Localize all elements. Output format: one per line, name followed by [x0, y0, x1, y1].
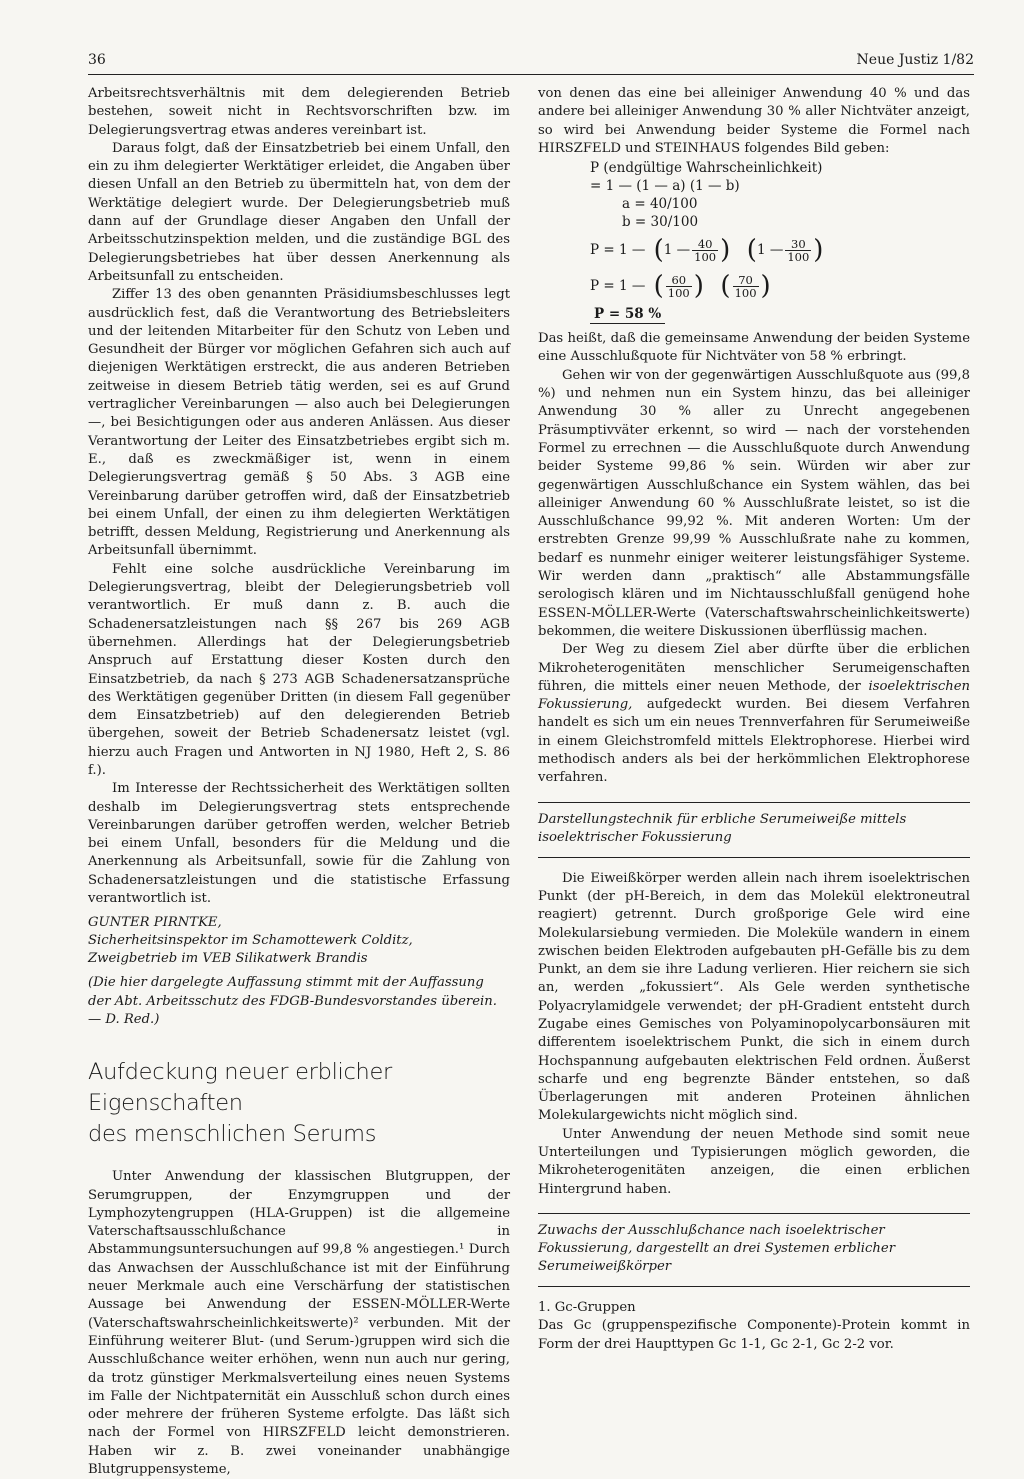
author-block — [88, 914, 510, 968]
article-title-line-1: Aufdeckung neuer erblicher Eigenschaften — [88, 1059, 392, 1117]
text-run: aufgedeckt wurden. Bei diesem Verfahren handelt es sich um ein neues Trennverfahren für Serumeiweiße in einem Gleichstromfeld mittels Elektrophorese. Hierbei wird methodisch anders als bei der herkömmlichen Elektrophorese verfahren. — [538, 697, 970, 786]
section-heading-2: Zuwachs der Ausschlußchance nach isoelektrischer Fokussierung, dargestellt an drei Systemen erblicher Serumeiweißkörper — [538, 1213, 970, 1287]
fraction-denominator: 100 — [734, 285, 757, 300]
fraction — [785, 238, 811, 263]
editor-note: (Die hier dargelegte Auffassung stimmt mit der Auffassung der Abt. Arbeitsschutz des FDGB-Bundesvorstandes überein. — D. Red.) — [88, 975, 497, 1027]
formula-line: b = 30/100 — [622, 214, 699, 231]
text-run: Der Weg zu diesem Ziel aber dürfte über die erblichen Mikroheterogenitäten menschlicher Serumeigenschaften führen, die mittels einer neuen Methode, der — [538, 642, 970, 694]
left-column — [88, 85, 510, 1479]
formula-step-1 — [590, 232, 970, 268]
close-paren: ) ( — [693, 271, 731, 302]
article-title — [88, 1057, 510, 1150]
author-name: GUNTER PIRNTKE, — [88, 915, 222, 931]
formula-result-row — [590, 306, 970, 324]
open-paren: ( — [645, 235, 664, 266]
right-column — [538, 85, 970, 1354]
open-paren: ( — [645, 271, 664, 302]
paragraph: Das Gc (gruppenspezifische Componente)-Protein kommt in Form der drei Haupttypen Gc 1-1, Gc 2-1, Gc 2-2 vor. — [538, 1318, 970, 1352]
page-header — [88, 52, 974, 72]
header-rule — [88, 74, 974, 75]
formula-line: = 1 — (1 — a) (1 — b) — [590, 178, 740, 195]
formula-one-minus: 1 — — [756, 241, 784, 258]
formula-result: P = 58 % — [590, 306, 665, 324]
close-paren: ) — [760, 271, 771, 302]
fraction-denominator: 100 — [787, 249, 810, 264]
article-intro-paragraph: Unter Anwendung der klassischen Blutgruppen, der Serumgruppen, der Enzymgruppen und der Lymphozytengruppen (HLA-Gruppen) ist die allgemeine Vaterschaftsausschlußchance in Abstammungsuntersuchungen auf 99,8 % angestiegen.¹ Durch das Anwachsen der Ausschlußchance ist mit der Einführung neuer Merkmale auch eine Verschärfung der statistischen Aussage bei Anwendung der ESSEN-MÖLLER-Werte (Vaterschaftswahrscheinlichkeitswerte)² verbunden. Mit der Einführung weiterer Blut- (und Serum-)gruppen wird sich die Ausschlußchance weiter erhöhen, wenn nun auch nur gering, da trotz günstiger Merkmalsverteilung eines neuen Systems im Falle der Nichtpaternität ein Ausschluß schon durch eines oder mehrere der früheren Systeme erfolgte. Das läßt sich nach der Formel von HIRSZFELD leicht demonstrieren. Haben wir z. B. zwei voneinander unabhängige Blutgruppensysteme, — [88, 1169, 510, 1477]
subheading: 1. Gc-Gruppen — [538, 1299, 636, 1315]
paragraph: Daraus folgt, daß der Einsatzbetrieb bei einem Unfall, den ein zu ihm delegierter Werktätiger erleidet, die Angaben über diesen Unfall an den Betrieb zu übermitteln hat, von dem der Werktätige delegiert wurde. Der Delegierungsbetrieb muß dann auf der Grundlage dieser Angaben den Unfall der Arbeitsschutzinspektion melden, und die zuständige BGL des Delegierungsbetriebes hat über dessen Anerkennung als Arbeitsunfall zu entscheiden. — [88, 140, 510, 284]
close-paren: ) ( — [720, 235, 757, 266]
hirszfeld-formula — [590, 160, 970, 324]
paragraph: Im Interesse der Rechtssicherheit des Werktätigen sollten deshalb im Delegierungsvertrag stets entsprechende Vereinbarungen darüber getroffen werden, welcher Betrieb bei einem Unfall, besonders für die Meldung und die Anerkennung als Arbeitsunfall, sowie für die Zahlung von Schadenersatzleistungen und die statistische Erfassung verantwortlich ist. — [88, 781, 510, 907]
author-affiliation: Zweigbetrieb im VEB Silikatwerk Brandis — [88, 951, 368, 967]
fraction-numerator: 30 — [785, 238, 811, 251]
fraction — [692, 238, 718, 263]
fraction-numerator: 70 — [733, 274, 759, 287]
formula-line: P (endgültige Wahrscheinlichkeit) — [590, 160, 823, 177]
page-number: 36 — [88, 52, 106, 68]
fraction — [733, 274, 759, 299]
close-paren: ) — [813, 235, 824, 266]
paragraph: Gehen wir von der gegenwärtigen Ausschlußquote aus (99,8 %) und nehmen nun ein System hinzu, das bei alleiniger Anwendung 30 % aller zu Unrecht angegebenen Präsumptivväter erkennt, so wird — nach der vorstehenden Formel zu errechnen — die Ausschlußquote durch Anwendung beider Systeme 99,86 % sein. Würden wir aber zur gegenwärtigen Ausschlußchance ein System wählen, das bei alleiniger Anwendung 60 % Ausschlußrate leistet, so ist die Ausschlußchance 99,92 %. Mit anderen Worten: Um der erstrebten Grenze 99,99 % Ausschlußrate nahe zu kommen, bedarf es nunmehr einiger weiterer leistungsfähiger Systeme. Wir werden dann „praktisch“ alle Abstammungsfälle serologisch klären und im Nichtausschlußfall genügend hohe ESSEN-MÖLLER-Werte (Vaterschaftswahrscheinlichkeitswerte) bekommen, die weitere Diskussionen überflüssig machen. — [538, 367, 970, 639]
formula-prefix: P = 1 — — [590, 241, 646, 258]
paragraph: von denen das eine bei alleiniger Anwendung 40 % und das andere bei alleiniger Anwendung 30 % aller Nichtväter anzeigt, so wird bei Anwendung beider Systeme die Formel nach HIRSZFELD und STEINHAUS folgendes Bild geben: — [538, 86, 970, 156]
fraction-numerator: 40 — [692, 238, 718, 251]
fraction — [666, 274, 692, 299]
paragraph: Unter Anwendung der neuen Methode sind somit neue Unterteilungen und Typisierungen möglich geworden, die Mikroheterogenitäten anzeigen, die einen erblichen Hintergrund haben. — [538, 1126, 970, 1197]
paragraph: Fehlt eine solche ausdrückliche Vereinbarung im Delegierungsvertrag, bleibt der Delegierungsbetrieb voll verantwortlich. Er muß dann z. B. auch die Schadenersatzleistungen nach §§ 267 bis 269 AGB übernehmen. Allerdings hat der Delegierungsbetrieb Anspruch auf Erstattung dieser Kosten durch den Einsatzbetrieb, da nach § 273 AGB Schadenersatzansprüche des Werktätigen gegenüber Dritten (in diesem Fall gegenüber dem Einsatzbetrieb) auf den delegierenden Betrieb übergehen, soweit der Betrieb Schadenersatz leistet (vgl. hierzu auch Fragen und Antworten in NJ 1980, Heft 2, S. 86 f.). — [88, 561, 510, 778]
paragraph — [538, 641, 970, 787]
paragraph: Das heißt, daß die gemeinsame Anwendung der beiden Systeme eine Ausschlußquote für Nichtväter von 58 % erbringt. — [538, 331, 970, 365]
author-role: Sicherheitsinspektor im Schamottewerk Colditz, — [88, 933, 413, 949]
formula-prefix: P = 1 — — [590, 277, 646, 294]
fraction-denominator: 100 — [667, 285, 690, 300]
formula-step-2 — [590, 268, 970, 304]
paragraph: Die Eiweißkörper werden allein nach ihrem isoelektrischen Punkt (der pH-Bereich, in dem das Molekül elektroneutral reagiert) getrennt. Durch großporige Gele wird eine Molekularsiebung vermieden. Die Moleküle wandern in einem zwischen beiden Elektroden aufgebauten pH-Gefälle bis zu dem Punkt, an dem sie ihre Ladung verlieren. Hier reichern sie sich an, werden „fokussiert“. Als Gele werden synthetische Polyacrylamidgele verwendet; der pH-Gradient entsteht durch Zugabe eines Gemisches von Polyaminopolycarbonsäuren mit differentem isoelektrischem Punkt, die sich in einem durch Hochspannung aufgebauten elektrischen Feld ordnen. Äußerst scharfe und eng begrenzte Bänder entstehen, so daß Überlagerungen mit anderen Proteinen ähnlichen Molekulargewichts nicht möglich sind. — [538, 870, 970, 1124]
fraction-denominator: 100 — [694, 249, 717, 264]
paragraph: Arbeitsrechtsverhältnis mit dem delegierenden Betrieb bestehen, soweit nicht in Rechtsvorschriften bzw. im Delegierungsvertrag etwas anderes vereinbart ist. — [88, 86, 510, 138]
formula-line: a = 40/100 — [622, 196, 698, 213]
paragraph: Ziffer 13 des oben genannten Präsidiumsbeschlusses legt ausdrücklich fest, daß die Verantwortung des Betriebsleiters und der leitenden Mitarbeiter für den Schutz von Leben und Gesundheit der Bürger vor möglichen Gefahren sich auch auf diejenigen Werktätigen erstreckt, die aus anderen Betrieben zeitweise in diesem Betrieb tätig werden, sei es auf Grund vertraglicher Vereinbarungen — also auch bei Delegierungen —, bei Besichtigungen oder aus anderen Anlässen. Aus dieser Verantwortung der Leiter des Einsatzbetriebes ergibt sich m. E., daß es zweckmäßiger ist, wenn in einem Delegierungsvertrag gemäß § 50 Abs. 3 AGB eine Vereinbarung darüber getroffen wird, daß der Einsatzbetrieb bei einem Unfall, der einen zu ihm delegierten Werktätigen betrifft, dessen Meldung, Registrierung und Anerkennung als Arbeitsunfall übernimmt. — [88, 287, 510, 559]
fraction-numerator: 60 — [666, 274, 692, 287]
journal-issue: Neue Justiz 1/82 — [856, 52, 974, 68]
formula-one-minus: 1 — — [663, 241, 691, 258]
section-heading-1: Darstellungstechnik für erbliche Serumeiweiße mittels isoelektrischer Fokussierung — [538, 802, 970, 858]
italic-term: isoelektrischen Fokussierung, — [538, 678, 970, 713]
article-title-line-2: des menschlichen Serums — [88, 1121, 377, 1148]
